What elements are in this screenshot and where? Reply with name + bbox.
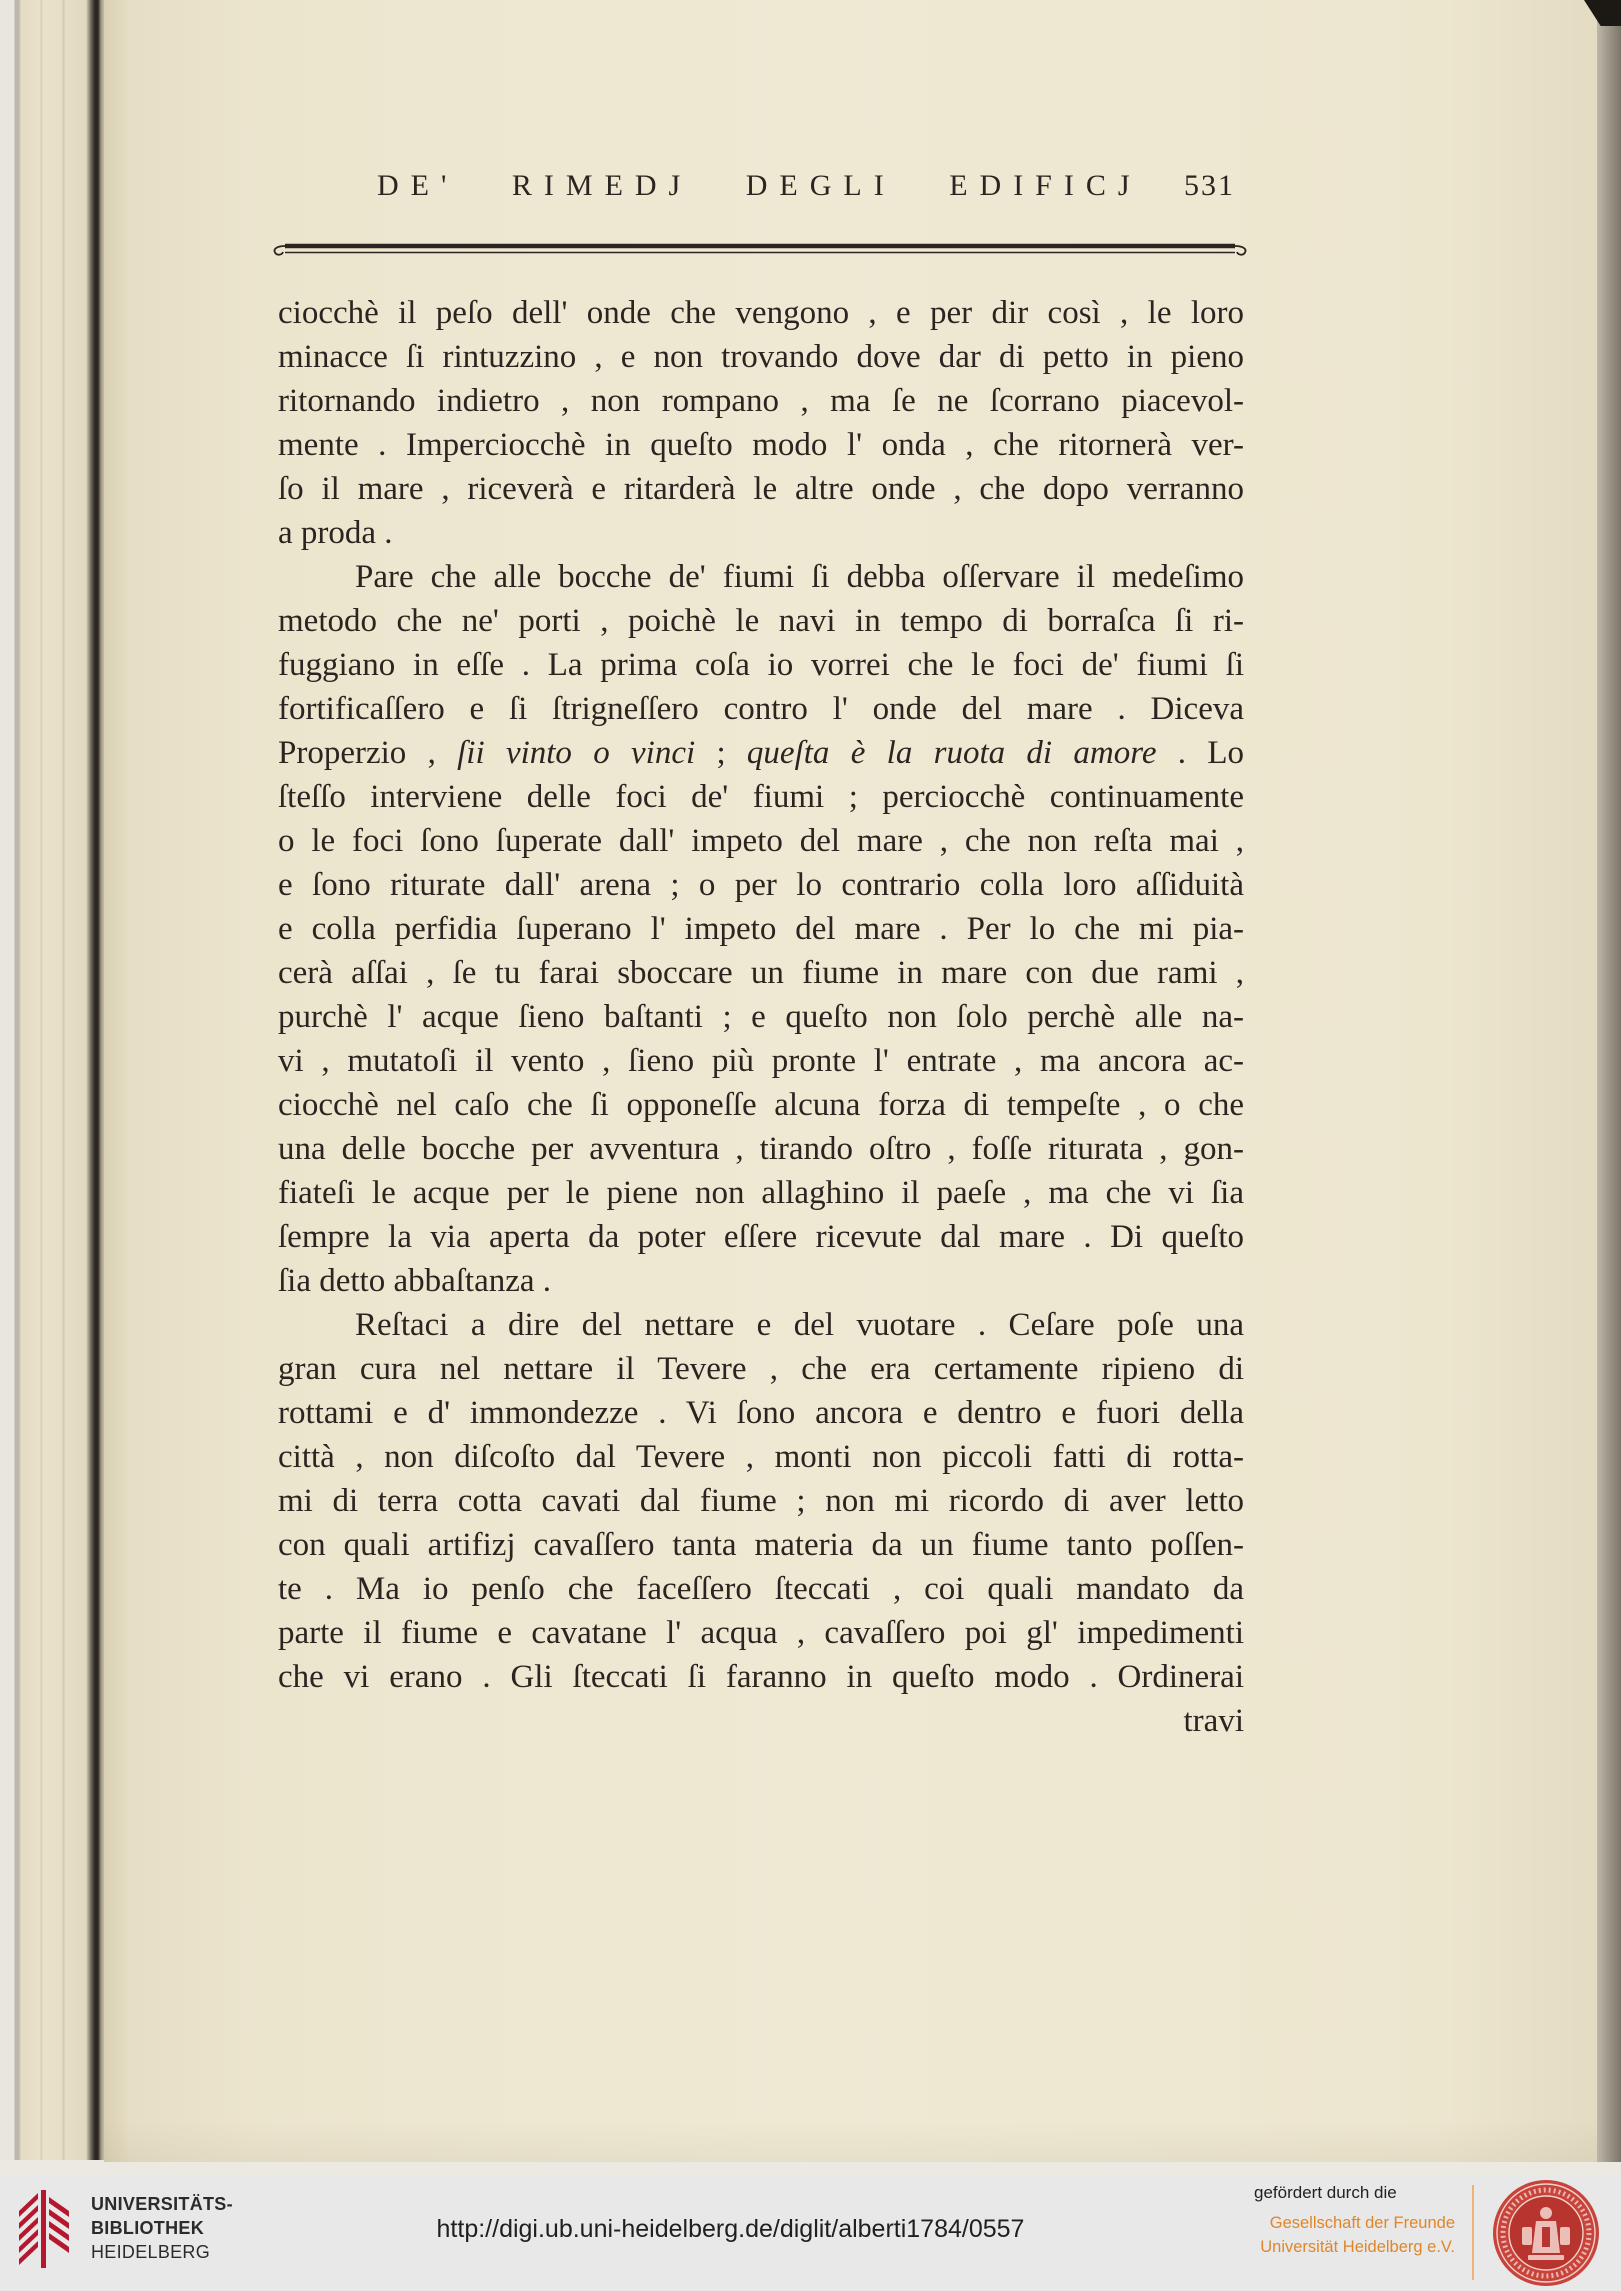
running-head: DE' RIMEDJ DEGLI EDIFICJ	[377, 169, 1142, 202]
italic-quotation: queſta è la ruota di amore	[746, 735, 1157, 771]
paragraph-start-line: Reſtaci a dire del nettare e del vuotare . Ceſare poſe una	[355, 1307, 1244, 1343]
text-line: fiateſi le acque per le piene non allaghino il paeſe , ma che vi ſia	[278, 1175, 1244, 1211]
text-line: ritornando indietro , non rompano , ma ſe ne ſcorrano piacevol-	[278, 383, 1244, 419]
text-line: ſia detto abbaſtanza .	[278, 1263, 552, 1299]
text-line: parte il fiume e cavatane l' acqua , cavaſſero poi gl' impedimenti	[278, 1615, 1244, 1651]
library-name-line: HEIDELBERG	[91, 2242, 211, 2262]
sponsor-intro: gefördert durch die	[1254, 2183, 1397, 2202]
sponsor-name-line: Universität Heidelberg e.V.	[1260, 2238, 1455, 2256]
text-line: o le foci ſono ſuperate dall' impeto del mare , che non reſta mai ,	[278, 823, 1244, 859]
paragraph-start-line: Pare che alle bocche de' fiumi ſi debba oſſervare il medeſimo	[355, 559, 1244, 595]
text-line: ciocchè il peſo dell' onde che vengono , e per dir così , le loro	[278, 295, 1244, 331]
text-segment: . Lo	[1156, 735, 1244, 771]
text-line: a proda .	[278, 515, 393, 551]
text-line: te . Ma io penſo che faceſſero ſteccati , coi quali mandato da	[278, 1571, 1244, 1607]
text-line: e colla perfidia ſuperano l' impeto del mare . Per lo che mi pia-	[278, 911, 1244, 947]
text-line: fuggiano in eſſe . La prima coſa io vorrei che le foci de' fiumi ſi	[278, 647, 1244, 683]
header-rule	[270, 238, 1250, 262]
university-seal-icon	[1492, 2179, 1600, 2287]
sponsor-name	[1240, 2211, 1455, 2259]
text-line: purchè l' acque ſieno baſtanti ; e queſto non ſolo perchè alle na-	[278, 999, 1244, 1035]
ub-heidelberg-logo-icon	[17, 2187, 73, 2271]
text-line: ſteſſo interviene delle foci de' fiumi ; perciocchè continuamente	[278, 779, 1244, 815]
page-number: 531	[1184, 169, 1235, 202]
sponsor-name-line: Gesellschaft der Freunde	[1269, 2214, 1455, 2232]
text-line: ciocchè nel caſo che ſi opponeſſe alcuna forza di tempeſte , o che	[278, 1087, 1244, 1123]
permalink-url: http://digi.ub.uni-heidelberg.de/diglit/alberti1784/0557	[436, 2215, 1025, 2243]
text-line: ſempre la via aperta da poter eſſere ricevute dal mare . Di queſto	[278, 1219, 1244, 1255]
text-line: rottami e d' immondezze . Vi ſono ancora e dentro e fuori della	[278, 1395, 1244, 1431]
text-line: minacce ſi rintuzzino , e non trovando dove dar di petto in pieno	[278, 339, 1244, 375]
text-line: che vi erano . Gli ſteccati ſi faranno in queſto modo . Ordinerai	[278, 1659, 1244, 1695]
text-line: una delle bocche per avventura , tirando oſtro , foſſe riturata , gon-	[278, 1131, 1244, 1167]
library-name	[91, 2192, 233, 2264]
text-line: mi di terra cotta cavati dal fiume ; non mi ricordo di aver letto	[278, 1483, 1244, 1519]
text-segment: ;	[695, 735, 747, 771]
text-line: fortificaſſero e ſi ſtrigneſſero contro l' onde del mare . Diceva	[278, 691, 1244, 727]
text-line: mente . Imperciocchè in queſto modo l' onda , che ritornerà ver-	[278, 427, 1244, 463]
viewer-footer	[0, 2175, 1621, 2291]
library-name-line: UNIVERSITÄTS-	[91, 2194, 233, 2214]
footer-divider	[1472, 2185, 1474, 2280]
catchword: travi	[1183, 1703, 1244, 1739]
library-name-line: BIBLIOTHEK	[91, 2218, 204, 2238]
paper-shadow	[104, 2120, 1598, 2162]
text-line	[278, 731, 1244, 775]
italic-quotation: ſii vinto o vinci	[457, 735, 696, 771]
page-edges	[0, 0, 106, 2160]
text-line: e ſono riturate dall' arena ; o per lo contrario colla loro aſſiduità	[278, 867, 1244, 903]
text-line: con quali artifizj cavaſſero tanta materia da un fiume tanto poſſen-	[278, 1527, 1244, 1563]
text-line: cerà aſſai , ſe tu farai sboccare un fiume in mare con due rami ,	[278, 955, 1244, 991]
scan-background-edge	[1597, 0, 1621, 2162]
text-line: vi , mutatoſi il vento , ſieno più pronte l' entrate , ma ancora ac-	[278, 1043, 1244, 1079]
text-line: gran cura nel nettare il Tevere , che era certamente ripieno di	[278, 1351, 1244, 1387]
text-segment: Properzio ,	[278, 735, 458, 771]
text-line: città , non diſcoſto dal Tevere , monti non piccoli fatti di rotta-	[278, 1439, 1244, 1475]
text-line: metodo che ne' porti , poichè le navi in tempo di borraſca ſi ri-	[278, 603, 1244, 639]
text-line: ſo il mare , riceverà e ritarderà le altre onde , che dopo verranno	[278, 471, 1244, 507]
body-text	[278, 291, 1244, 1743]
